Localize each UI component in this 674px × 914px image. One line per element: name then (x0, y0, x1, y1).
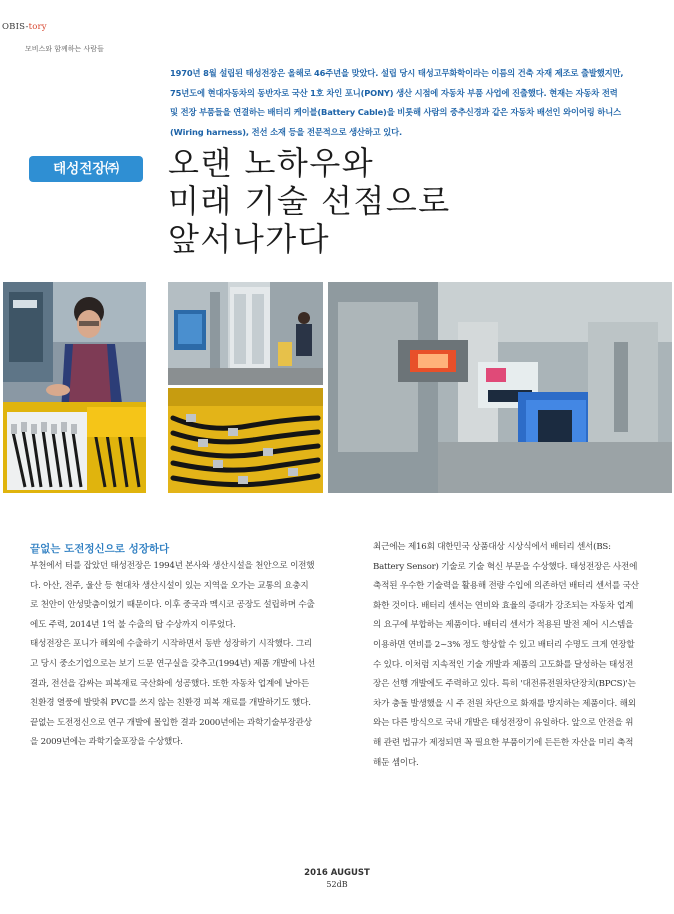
section-title: 끝없는 도전정신으로 성장하다 (30, 543, 170, 555)
company-badge: 태성전장㈜ (29, 156, 143, 182)
section-tagline: 모비스와 함께하는 사람들 (25, 45, 104, 53)
headline-line-3: 앞서나가다 (168, 220, 331, 258)
brand-logo (2, 22, 47, 32)
brand-prefix: OBIS- (2, 22, 29, 32)
page-number: 52dB (326, 880, 348, 889)
body-column-left (30, 557, 316, 753)
sensor-test-photo (328, 282, 672, 493)
issue-date: 2016 AUGUST (304, 868, 370, 878)
intro-paragraph: 1970년 8월 설립된 태성전장은 올해로 46주년을 맞았다. 설립 당시 태성고무화학이라는 이름의 건축 자재 제조로 출발했지만, 75년도에 현대자동차의 동반자로 국산 1호 차인 포니(PONY) 생산 시점에 자동차 부품 사업에 진출했다. 현재는 자동차 전력 및 전장 부품들을 연결하는 배터리 케이블(Battery Cable)을 비롯해 사람의 중추신경과 같은 자동차 배선인 와이어링 하니스(Wiring harness), 전선 소재 등을 전문적으로 생산하고 있다. (170, 68, 624, 137)
wire-harness-photo (168, 388, 323, 493)
brand-suffix: tory (28, 22, 47, 32)
body-paragraph: 부천에서 터를 잡았던 태성전장은 1994년 본사와 생산시설을 천안으로 이전했다. 아산, 전주, 울산 등 현대차 생산시설이 있는 지역을 오가는 교통의 요충지로 천안이 안성맞춤이었기 때문이다. 이후 중국과 멕시코 공장도 설립하며 수출에도 주력, 2014년 1억 불 수출의 탑 수상까지 이루었다. (30, 561, 315, 630)
body-paragraph: 최근에는 제16회 대한민국 상품대상 시상식에서 배터리 센서(BS: Battery Sensor) 기술로 기술 혁신 부문을 수상했다. 태성전장은 사전에 축적된 우수한 기술력을 활용해 전량 수입에 의존하던 배터리 센서를 국산화한 것이다. 배터리 센서는 연비와 효율의 증대가 강조되는 자동차 업계의 요구에 부합하는 제품이다. 배터리 센서가 적용된 발전 제어 시스템을 이용하면 연비를 2~3% 정도 향상할 수 있고 배터리 수명도 크게 연장할 수 있다. 이처럼 지속적인 기술 개발과 제품의 고도화를 달성하는 태성전장은 선행 개발에도 주력하고 있다. 특히 '대전류전원차단장치(BPCS)'는 차가 충돌 발생했을 시 주 전원 차단으로 화재를 방지하는 제품이다. 해외와는 다른 방식으로 국내 개발은 태성전장이 유일하다. 앞으로 안전을 위해 관련 법규가 제정되면 꼭 필요한 부품이기에 든든한 자산을 미리 축적해둔 셈이다. (373, 542, 639, 768)
worker-photo (3, 282, 146, 493)
headline-line-2: 미래 기술 선점으로 (168, 182, 451, 220)
headline (168, 144, 588, 258)
body-column-right (373, 538, 641, 773)
body-paragraph: 태성전장은 포니가 해외에 수출하기 시작하면서 동반 성장하기 시작했다. 그리고 당시 중소기업으로는 보기 드문 연구실을 갖추고(1994년) 제품 개발에 나선 결과, 전선을 감싸는 피복재료 국산화에 성공했다. 또한 자동차 업계에 날아든 친환경 열풍에 발맞춰 PVC를 쓰지 않는 친환경 피복 재료를 개발하기도 했다. 끝없는 도전정신으로 연구 개발에 몰입한 결과 2000년에는 과학기술부장관상을 2009년에는 과학기술포장을 수상했다. (30, 639, 316, 748)
headline-line-1: 오랜 노하우와 (168, 144, 375, 182)
factory-floor-photo (168, 282, 323, 385)
